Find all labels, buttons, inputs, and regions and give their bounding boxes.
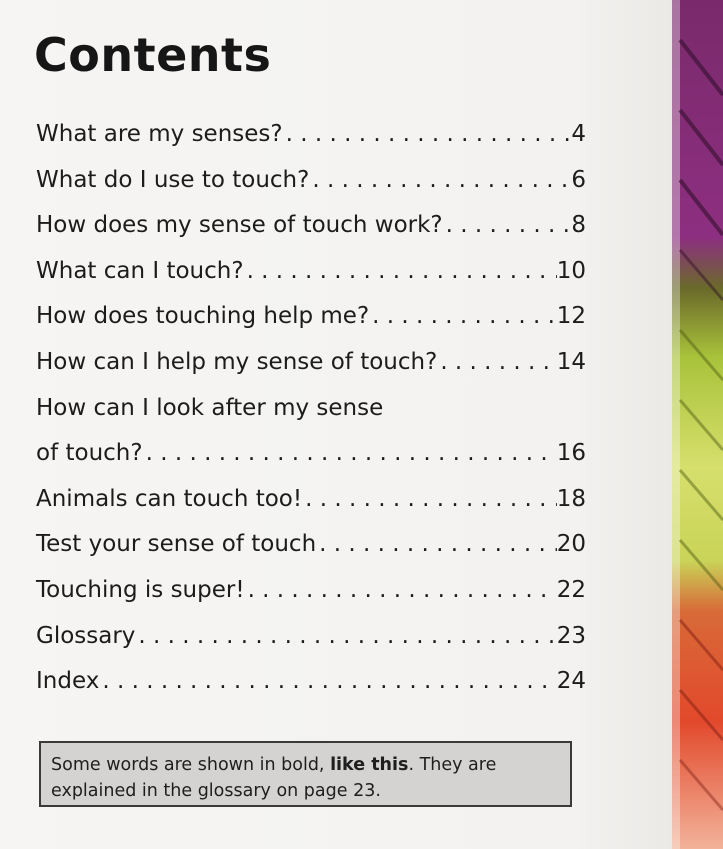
toc-entry bbox=[36, 203, 586, 249]
toc-entry-page: 12 bbox=[556, 303, 586, 330]
toc-entry bbox=[36, 568, 586, 614]
toc-entry bbox=[36, 431, 586, 477]
dot-leader bbox=[369, 294, 557, 340]
toc-entry-label: How can I look after my sense bbox=[36, 394, 384, 421]
toc-entry-label: How can I help my sense of touch? bbox=[36, 348, 438, 375]
cover-spine-edge bbox=[672, 0, 723, 849]
toc-entry-page: 20 bbox=[556, 531, 586, 558]
toc-entry-label: What are my senses? bbox=[36, 121, 283, 147]
toc-entry-page: 23 bbox=[556, 622, 586, 649]
toc-entry bbox=[36, 112, 586, 158]
toc-entry-label: of touch? bbox=[36, 440, 143, 467]
dot-leader bbox=[244, 249, 557, 295]
dot-leader bbox=[309, 158, 571, 204]
toc-entry-page: 4 bbox=[571, 121, 586, 147]
dot-leader bbox=[443, 203, 572, 249]
dot-leader bbox=[283, 112, 572, 158]
toc-entry-page: 10 bbox=[556, 257, 586, 284]
glossary-note-box bbox=[39, 741, 572, 807]
toc-entry-page: 8 bbox=[571, 212, 586, 239]
dot-leader bbox=[99, 659, 556, 705]
toc-entry bbox=[36, 477, 586, 523]
toc-entry-page: 16 bbox=[556, 440, 586, 467]
table-of-contents bbox=[36, 112, 586, 705]
toc-entry-label: How does my sense of touch work? bbox=[36, 212, 443, 239]
toc-entry-label: What can I touch? bbox=[36, 257, 244, 284]
toc-entry-label: Test your sense of touch bbox=[36, 531, 317, 558]
toc-entry bbox=[36, 659, 586, 705]
toc-entry bbox=[36, 158, 586, 204]
toc-entry bbox=[36, 614, 586, 660]
toc-entry-page: 14 bbox=[556, 348, 586, 375]
toc-entry-page: 22 bbox=[556, 576, 586, 603]
toc-entry bbox=[36, 522, 586, 568]
dot-leader bbox=[245, 568, 557, 614]
toc-entry-label: How does touching help me? bbox=[36, 303, 370, 330]
note-bold-example: like this bbox=[330, 755, 409, 775]
toc-entry bbox=[36, 294, 586, 340]
dot-leader bbox=[437, 340, 556, 386]
dot-leader bbox=[135, 614, 556, 660]
toc-entry-page: 18 bbox=[556, 485, 586, 512]
dot-leader bbox=[143, 431, 557, 477]
note-text-end: . They are explained in the glossary on page 23. bbox=[51, 755, 497, 801]
toc-entry-label: Glossary bbox=[36, 622, 136, 649]
toc-entry bbox=[36, 249, 586, 295]
toc-entry-label: Animals can touch too! bbox=[36, 485, 303, 512]
page-title: Contents bbox=[34, 28, 272, 82]
toc-entry-page: 6 bbox=[571, 166, 586, 193]
toc-entry bbox=[36, 340, 586, 386]
toc-entry-page: 24 bbox=[556, 668, 586, 695]
toc-entry-wrapped-line bbox=[36, 386, 586, 432]
dot-leader bbox=[302, 477, 557, 523]
spine-stripes-graphic bbox=[672, 0, 723, 849]
toc-entry-label: Touching is super! bbox=[36, 576, 245, 603]
dot-leader bbox=[316, 522, 557, 568]
note-text-start: Some words are shown in bold, bbox=[51, 755, 331, 775]
toc-entry-label: Index bbox=[36, 668, 100, 695]
toc-entry-label: What do I use to touch? bbox=[36, 166, 310, 193]
